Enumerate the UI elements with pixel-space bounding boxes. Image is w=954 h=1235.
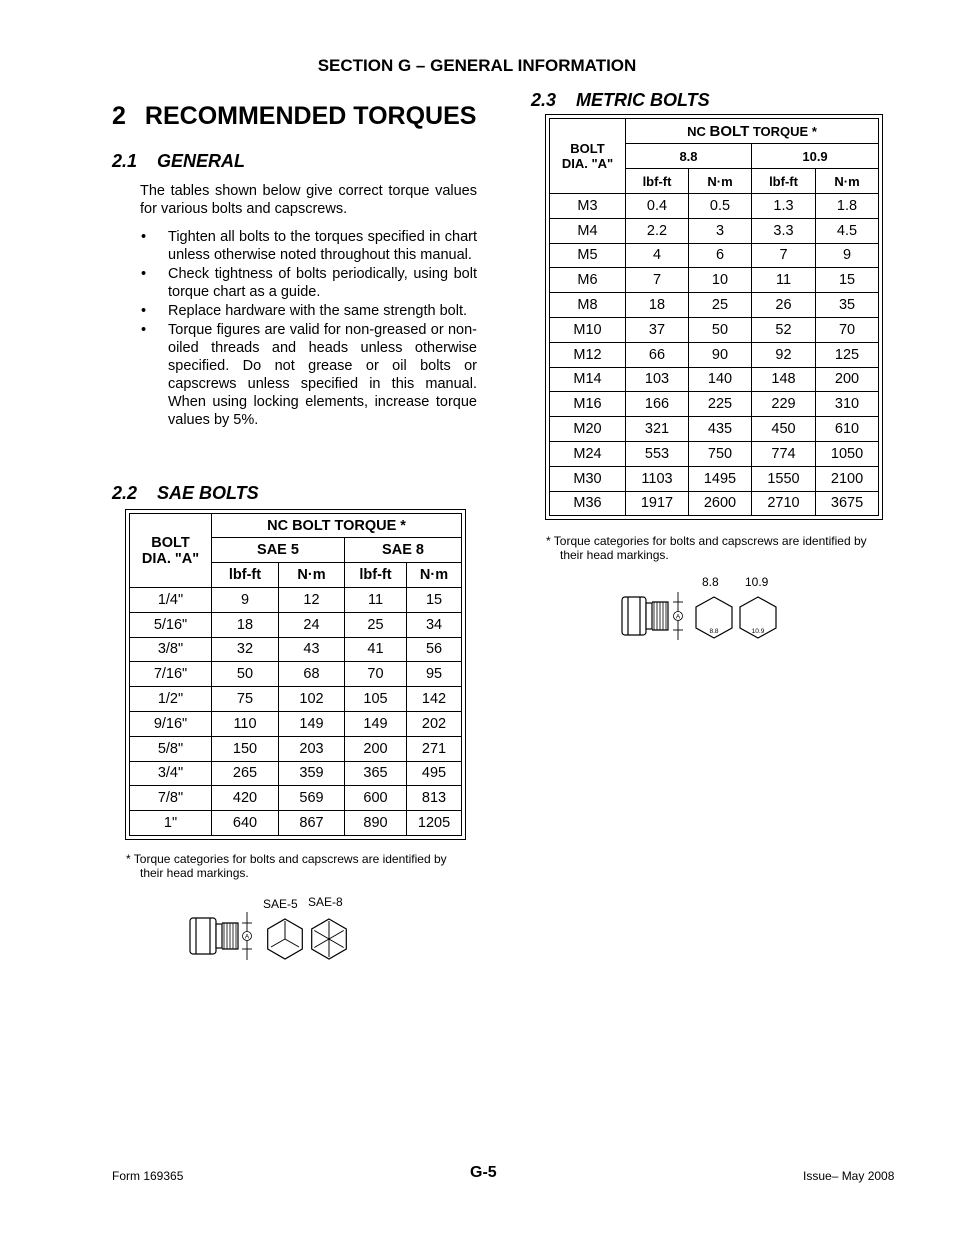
sae-heading-text: SAE BOLTS: [157, 483, 259, 503]
sae-table-body: [130, 588, 462, 836]
metric-unit-header: lbf-ft: [752, 169, 816, 194]
general-heading-text: GENERAL: [157, 151, 246, 171]
metric-torque-table: [549, 118, 879, 516]
sae-bolt-size-cell: 1/2": [130, 687, 212, 712]
metric-table-row: [550, 417, 879, 442]
sae-footnote: [126, 852, 447, 880]
sae-table-row: [130, 687, 462, 712]
metric-torque-value-cell: 1.8: [816, 194, 879, 219]
metric-torque-value-cell: 10: [689, 268, 752, 293]
bullet-dot: •: [141, 229, 147, 245]
sae-dimension-marker: A: [244, 933, 250, 941]
metric-footnote-line1: * Torque categories for bolts and capscrews are identified by: [546, 534, 867, 548]
sae-grade-header: SAE 8: [345, 538, 462, 563]
sae-dia-header-line1: BOLT: [151, 534, 190, 551]
sae-torque-value-cell: 365: [345, 761, 407, 786]
metric-torque-value-cell: 26: [752, 293, 816, 318]
metric-torque-value-cell: 200: [816, 367, 879, 392]
metric-table-row: [550, 317, 879, 342]
metric-group-header: [626, 119, 879, 144]
sae-torque-value-cell: 203: [279, 736, 345, 761]
sae-torque-value-cell: 420: [212, 786, 279, 811]
metric-bolt-size-cell: M36: [550, 491, 626, 516]
metric-torque-table-frame: [545, 114, 883, 520]
sae-bolt-side-icon: [190, 912, 252, 960]
sae-torque-value-cell: 95: [407, 662, 462, 687]
bullet-item: [140, 302, 477, 320]
metric-torque-value-cell: 750: [689, 441, 752, 466]
sae-bolt-size-cell: 9/16": [130, 711, 212, 736]
metric-grade-header: 10.9: [752, 144, 879, 169]
sae-torque-value-cell: 600: [345, 786, 407, 811]
metric-torque-value-cell: 70: [816, 317, 879, 342]
page-title: [112, 102, 476, 131]
sae-torque-value-cell: 18: [212, 612, 279, 637]
sae-bolt-size-cell: 3/4": [130, 761, 212, 786]
metric-torque-value-cell: 435: [689, 417, 752, 442]
sae-torque-value-cell: 569: [279, 786, 345, 811]
footer-page-number: G-5: [470, 1164, 497, 1181]
sae-dia-header-line2: DIA. "A": [141, 550, 200, 567]
metric-table-row: [550, 392, 879, 417]
metric-footnote: [546, 534, 867, 562]
sae-dia-header: [130, 514, 212, 588]
metric-torque-value-cell: 50: [689, 317, 752, 342]
metric-torque-value-cell: 3.3: [752, 218, 816, 243]
sae-table-row: [130, 612, 462, 637]
metric-torque-value-cell: 1917: [626, 491, 689, 516]
bullet-item: [140, 265, 477, 301]
sae-torque-value-cell: 105: [345, 687, 407, 712]
metric-table-row: [550, 441, 879, 466]
metric-8-8-label: 8.8: [702, 575, 719, 589]
metric-bolt-size-cell: M20: [550, 417, 626, 442]
metric-footnote-line2: their head markings.: [560, 548, 669, 562]
metric-table-row: [550, 342, 879, 367]
sae-table-row: [130, 588, 462, 613]
sae-torque-value-cell: 32: [212, 637, 279, 662]
metric-torque-value-cell: 11: [752, 268, 816, 293]
metric-torque-value-cell: 166: [626, 392, 689, 417]
metric-torque-value-cell: 9: [816, 243, 879, 268]
metric-10-9-head-marking: 10.9: [751, 628, 765, 635]
metric-table-row: [550, 491, 879, 516]
metric-torque-value-cell: 66: [626, 342, 689, 367]
metric-bolt-size-cell: M4: [550, 218, 626, 243]
metric-torque-value-cell: 774: [752, 441, 816, 466]
metric-torque-value-cell: 125: [816, 342, 879, 367]
metric-torque-value-cell: 450: [752, 417, 816, 442]
metric-torque-value-cell: 52: [752, 317, 816, 342]
metric-torque-value-cell: 225: [689, 392, 752, 417]
sae-bolt-size-cell: 5/8": [130, 736, 212, 761]
metric-bolt-size-cell: M30: [550, 466, 626, 491]
sae-torque-value-cell: 1205: [407, 811, 462, 836]
metric-torque-value-cell: 310: [816, 392, 879, 417]
metric-table-row: [550, 466, 879, 491]
metric-torque-value-cell: 0.5: [689, 194, 752, 219]
sae-5-head-icon: [268, 919, 303, 959]
bullet-item: [140, 228, 477, 264]
metric-torque-value-cell: 18: [626, 293, 689, 318]
metric-heading-text: METRIC BOLTS: [576, 90, 710, 110]
metric-grade-header: 8.8: [626, 144, 752, 169]
metric-torque-value-cell: 2.2: [626, 218, 689, 243]
sae-torque-value-cell: 15: [407, 588, 462, 613]
metric-bolt-size-cell: M3: [550, 194, 626, 219]
sae-unit-header: N·m: [407, 563, 462, 588]
metric-heading: [531, 90, 710, 111]
sae-unit-header: lbf-ft: [345, 563, 407, 588]
metric-table-row: [550, 194, 879, 219]
metric-10-9-label: 10.9: [745, 575, 769, 589]
sae-torque-value-cell: 149: [345, 711, 407, 736]
sae-torque-value-cell: 43: [279, 637, 345, 662]
sae-torque-value-cell: 110: [212, 711, 279, 736]
sae-footnote-line1: * Torque categories for bolts and capscrews are identified by: [126, 852, 447, 866]
section-header: SECTION G – GENERAL INFORMATION: [317, 56, 637, 75]
metric-torque-value-cell: 6: [689, 243, 752, 268]
metric-group-header-prefix: NC: [687, 123, 710, 139]
metric-torque-value-cell: 37: [626, 317, 689, 342]
sae-torque-value-cell: 70: [345, 662, 407, 687]
sae-torque-table: [129, 513, 462, 836]
bullet-text: Check tightness of bolts periodically, using bolt torque chart as a guide.: [168, 266, 477, 300]
sae-8-label: SAE-8: [308, 895, 343, 909]
sae-torque-value-cell: 813: [407, 786, 462, 811]
metric-table-row: [550, 293, 879, 318]
sae-head-markings-figure: [186, 910, 356, 966]
sae-table-row: [130, 637, 462, 662]
bullet-item: [140, 321, 477, 429]
sae-torque-value-cell: 50: [212, 662, 279, 687]
sae-torque-value-cell: 640: [212, 811, 279, 836]
sae-torque-value-cell: 34: [407, 612, 462, 637]
metric-torque-value-cell: 140: [689, 367, 752, 392]
metric-torque-value-cell: 15: [816, 268, 879, 293]
metric-torque-value-cell: 148: [752, 367, 816, 392]
metric-torque-value-cell: 4: [626, 243, 689, 268]
metric-torque-value-cell: 4.5: [816, 218, 879, 243]
bullet-dot: •: [141, 266, 147, 282]
sae-torque-value-cell: 11: [345, 588, 407, 613]
sae-torque-value-cell: 359: [279, 761, 345, 786]
sae-bolt-size-cell: 7/16": [130, 662, 212, 687]
sae-torque-value-cell: 495: [407, 761, 462, 786]
sae-table-row: [130, 736, 462, 761]
sae-unit-header: lbf-ft: [212, 563, 279, 588]
general-heading-number: 2.1: [112, 151, 138, 171]
sae-torque-value-cell: 265: [212, 761, 279, 786]
metric-table-row: [550, 243, 879, 268]
metric-torque-value-cell: 2100: [816, 466, 879, 491]
metric-group-header-mid: BOLT: [709, 122, 750, 140]
sae-heading-number: 2.2: [112, 483, 138, 503]
sae-table-row: [130, 786, 462, 811]
metric-table-row: [550, 367, 879, 392]
metric-dia-header: [550, 119, 626, 194]
metric-8-8-head-marking: 8.8: [709, 628, 719, 635]
metric-dia-header-line2: DIA. "A": [561, 156, 614, 171]
metric-torque-value-cell: 321: [626, 417, 689, 442]
sae-torque-value-cell: 867: [279, 811, 345, 836]
sae-table-row: [130, 711, 462, 736]
sae-bolt-size-cell: 3/8": [130, 637, 212, 662]
sae-bolt-size-cell: 7/8": [130, 786, 212, 811]
metric-table-row: [550, 218, 879, 243]
sae-torque-value-cell: 142: [407, 687, 462, 712]
sae-torque-value-cell: 68: [279, 662, 345, 687]
metric-torque-value-cell: 3675: [816, 491, 879, 516]
sae-8-head-icon: [312, 919, 347, 959]
metric-bolt-size-cell: M6: [550, 268, 626, 293]
metric-group-header-suffix: TORQUE *: [749, 123, 817, 139]
sae-bolt-size-cell: 1/4": [130, 588, 212, 613]
metric-torque-value-cell: 3: [689, 218, 752, 243]
sae-torque-value-cell: 24: [279, 612, 345, 637]
sae-torque-value-cell: 102: [279, 687, 345, 712]
sae-torque-value-cell: 202: [407, 711, 462, 736]
bullet-text: Replace hardware with the same strength bolt.: [168, 303, 468, 319]
sae-bolt-size-cell: 1": [130, 811, 212, 836]
sae-5-label: SAE-5: [263, 897, 298, 911]
metric-head-markings-figure: [618, 590, 783, 645]
metric-torque-value-cell: 1050: [816, 441, 879, 466]
sae-torque-value-cell: 12: [279, 588, 345, 613]
sae-table-row: [130, 761, 462, 786]
metric-table-body: [550, 194, 879, 516]
title-text: RECOMMENDED TORQUES: [144, 102, 477, 130]
metric-torque-value-cell: 1495: [689, 466, 752, 491]
sae-torque-value-cell: 41: [345, 637, 407, 662]
metric-torque-value-cell: 1103: [626, 466, 689, 491]
metric-torque-value-cell: 0.4: [626, 194, 689, 219]
metric-torque-value-cell: 25: [689, 293, 752, 318]
metric-torque-value-cell: 229: [752, 392, 816, 417]
sae-footnote-line2: their head markings.: [140, 866, 249, 880]
sae-torque-value-cell: 200: [345, 736, 407, 761]
general-intro: The tables shown below give correct torque values for various bolts and capscrews.: [140, 183, 477, 217]
sae-torque-value-cell: 25: [345, 612, 407, 637]
sae-torque-table-frame: [125, 509, 466, 840]
bullet-text: Torque figures are valid for non-greased or non-oiled threads and heads unless otherwise specified. Do not grease or oil bolts or capscrews unless specified in this manual. When using locking elements, increase torque values by 5%.: [168, 322, 477, 428]
metric-torque-value-cell: 553: [626, 441, 689, 466]
metric-torque-value-cell: 1550: [752, 466, 816, 491]
metric-dimension-marker: A: [675, 613, 681, 621]
metric-torque-value-cell: 92: [752, 342, 816, 367]
footer-form-number: Form 169365: [112, 1169, 184, 1183]
bullet-text: Tighten all bolts to the torques specified in chart unless otherwise noted throughout this manual.: [168, 229, 477, 263]
metric-bolt-size-cell: M8: [550, 293, 626, 318]
sae-torque-value-cell: 149: [279, 711, 345, 736]
bullet-dot: •: [141, 322, 147, 338]
sae-torque-value-cell: 271: [407, 736, 462, 761]
metric-torque-value-cell: 2600: [689, 491, 752, 516]
sae-grade-header: SAE 5: [212, 538, 345, 563]
sae-group-header: NC BOLT TORQUE *: [212, 514, 462, 538]
sae-torque-value-cell: 890: [345, 811, 407, 836]
metric-dia-header-line1: BOLT: [570, 141, 605, 156]
metric-torque-value-cell: 1.3: [752, 194, 816, 219]
metric-bolt-side-icon: [622, 592, 683, 640]
metric-torque-value-cell: 90: [689, 342, 752, 367]
metric-unit-header: lbf-ft: [626, 169, 689, 194]
metric-table-row: [550, 268, 879, 293]
metric-bolt-size-cell: M14: [550, 367, 626, 392]
metric-torque-value-cell: 2710: [752, 491, 816, 516]
metric-torque-value-cell: 7: [752, 243, 816, 268]
metric-bolt-size-cell: M5: [550, 243, 626, 268]
footer-issue-date: Issue– May 2008: [803, 1169, 895, 1183]
metric-unit-header: N·m: [816, 169, 879, 194]
title-number: 2: [112, 102, 126, 130]
sae-table-row: [130, 811, 462, 836]
metric-bolt-size-cell: M24: [550, 441, 626, 466]
general-bullet-list: [140, 228, 477, 430]
sae-torque-value-cell: 56: [407, 637, 462, 662]
sae-heading: [112, 483, 259, 504]
sae-bolt-size-cell: 5/16": [130, 612, 212, 637]
metric-bolt-size-cell: M10: [550, 317, 626, 342]
sae-table-row: [130, 662, 462, 687]
sae-unit-header: N·m: [279, 563, 345, 588]
bullet-dot: •: [141, 303, 147, 319]
metric-bolt-size-cell: M16: [550, 392, 626, 417]
metric-unit-header: N·m: [689, 169, 752, 194]
general-heading: [112, 151, 245, 172]
metric-torque-value-cell: 7: [626, 268, 689, 293]
metric-torque-value-cell: 35: [816, 293, 879, 318]
metric-bolt-size-cell: M12: [550, 342, 626, 367]
metric-heading-number: 2.3: [531, 90, 557, 110]
sae-torque-value-cell: 75: [212, 687, 279, 712]
sae-torque-value-cell: 9: [212, 588, 279, 613]
metric-torque-value-cell: 103: [626, 367, 689, 392]
sae-torque-value-cell: 150: [212, 736, 279, 761]
metric-torque-value-cell: 610: [816, 417, 879, 442]
